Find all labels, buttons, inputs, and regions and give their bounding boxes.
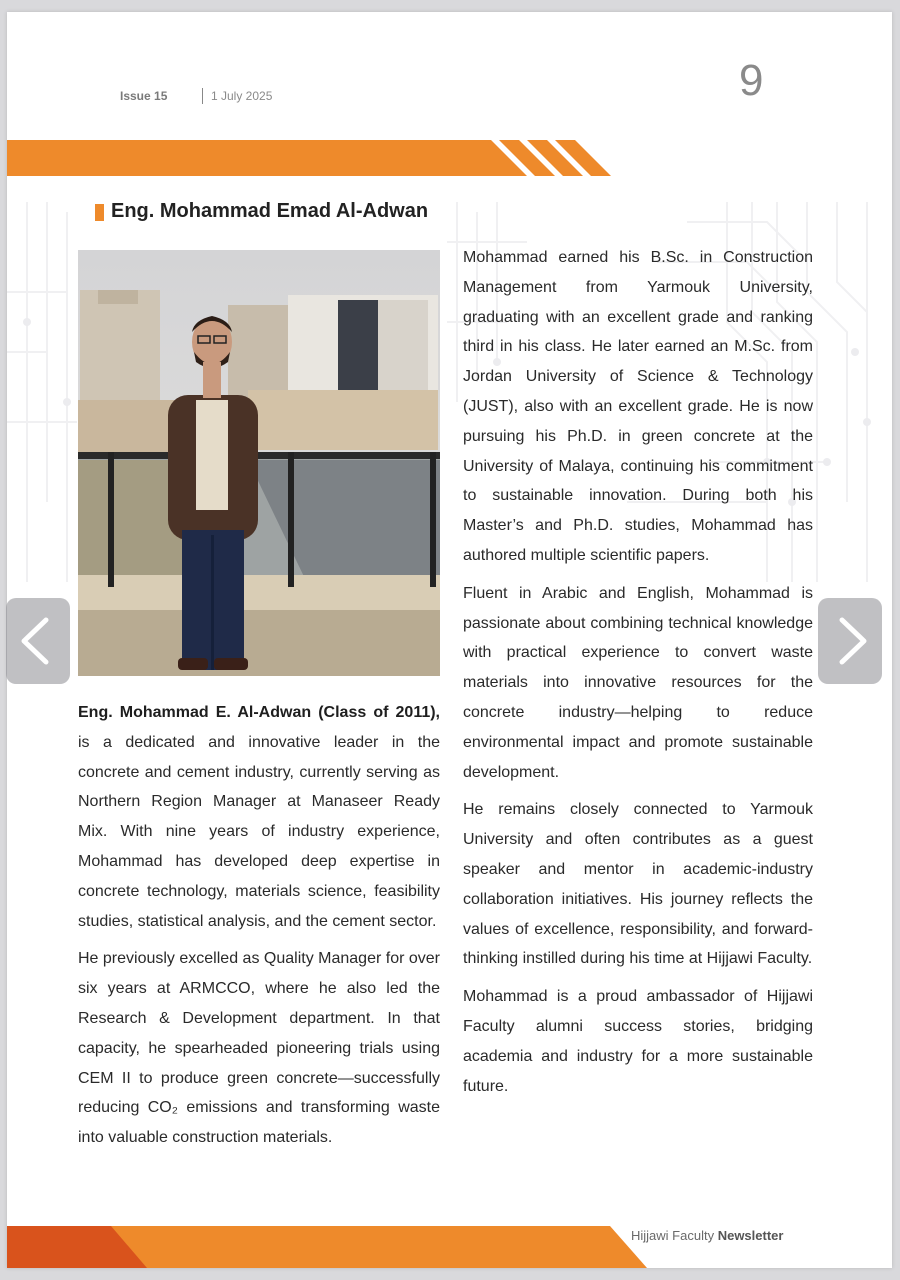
issue-date: 1 July 2025	[211, 89, 273, 103]
career-paragraph: He previously excelled as Quality Manager for over six years at ARMCCO, where he also led the Research & Development department. In that capacity, he spearheaded pioneering trials using CEM II to produce green concrete—successfully reducing CO₂ emissions and transforming waste into valuable construction materials.	[78, 950, 440, 1147]
right-column	[463, 243, 813, 1109]
intro-paragraph	[78, 698, 440, 936]
skills-paragraph: Fluent in Arabic and English, Mohammad is passionate about combining technical knowledge with practical experience to convert waste materials into innovative resources for the concrete industry—helping to reduce environmental impact and promote sustainable development.	[463, 584, 813, 781]
chevron-right-icon	[818, 598, 882, 684]
header-divider	[202, 88, 203, 104]
page-number: 9	[739, 56, 764, 105]
left-column	[78, 698, 440, 1161]
footer-newsletter: Newsletter	[717, 1228, 784, 1243]
chevron-left-icon	[6, 598, 70, 684]
title-accent-bar	[95, 204, 104, 221]
intro-text: is a dedicated and innovative leader in the concrete and cement industry, currently serving as Northern Region Manager at Manaseer Ready Mix. With nine years of industry experience, Mohammad has developed deep expertise in concrete technology, materials science, feasibility studies, statistical analysis, and the cement sector.	[78, 733, 440, 930]
top-orange-band	[7, 140, 892, 176]
connection-paragraph: He remains closely connected to Yarmouk University and often contributes as a guest speaker and mentor in academic-industry collaboration initiatives. His journey reflects the values of excellence, responsibility, and forward-thinking instilled during his time at Hijjawi Faculty.	[463, 801, 813, 968]
alumnus-name: Eng. Mohammad E. Al-Adwan (Class of 2011),	[78, 704, 440, 721]
newsletter-page	[7, 12, 892, 1268]
ambassador-paragraph: Mohammad is a proud ambassador of Hijjawi Faculty alumni success stories, bridging academia and industry for a more sustainable future.	[463, 988, 813, 1095]
issue-number: Issue 15	[120, 89, 168, 103]
next-page-button[interactable]	[818, 598, 882, 684]
article-title: Eng. Mohammad Emad Al-Adwan	[111, 200, 429, 222]
footer-faculty: Hijjawi Faculty	[631, 1228, 715, 1243]
previous-page-button[interactable]	[6, 598, 70, 684]
education-paragraph: Mohammad earned his B.Sc. in Construction Management from Yarmouk University, graduating with an excellent grade and ranking third in his class. He later earned an M.Sc. from Jordan University of Science & Technology (JUST), also with an excellent grade. He is now pursuing his Ph.D. in green concrete at the University of Malaya, continuing his commitment to sustainable innovation. During both his Master’s and Ph.D. studies, Mohammad has authored multiple scientific papers.	[463, 249, 813, 564]
newsletter-footer	[631, 1228, 783, 1243]
profile-photo	[78, 250, 440, 676]
